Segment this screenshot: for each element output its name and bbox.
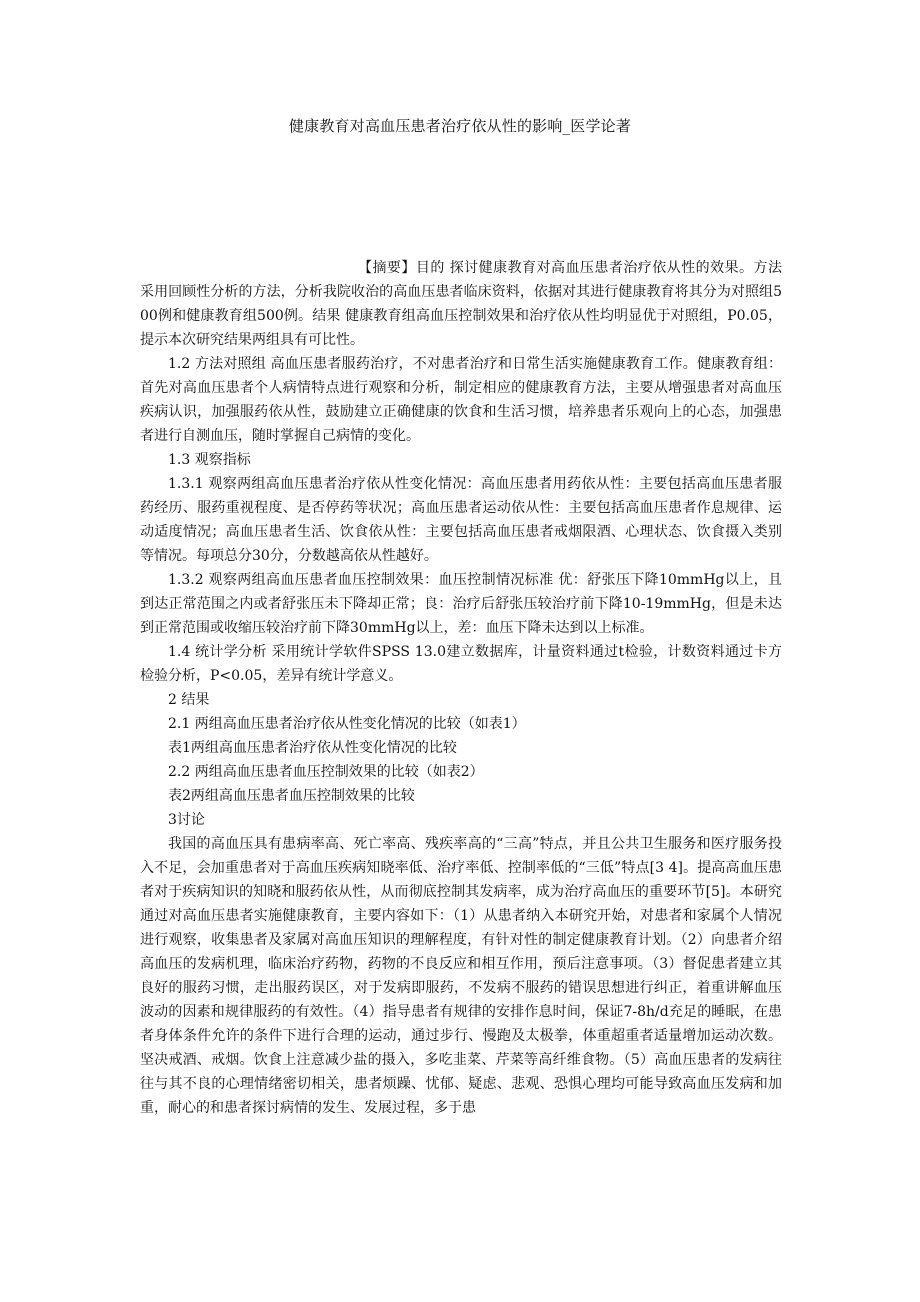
methods-paragraph: 1.2 方法对照组 高血压患者服药治疗，不对患者治疗和日常生活实施健康教育工作。健康教育组：首先对高血压患者个人病情特点进行观察和分析，制定相应的健康教育方法，主要从增强患者对高血压疾病认识，加强服药依从性，鼓励建立正确健康的饮食和生活习惯，培养患者乐观向上的心态，加强患者进行自测血压，随时掌握自己病情的变化。 [140, 356, 782, 444]
document-title: 健康教育对高血压患者治疗依从性的影响_医学论著 [288, 117, 632, 135]
section-heading-discussion: 3讨论 [168, 812, 205, 828]
section-heading-observation: 1.3 观察指标 [168, 452, 251, 468]
table-2-caption: 表2两组高血压患者血压控制效果的比较 [168, 788, 415, 804]
document-body [140, 256, 782, 1120]
statistics-paragraph: 1.4 统计学分析 采用统计学软件SPSS 13.0建立数据库，计量资料通过t检验，计数资料通过卡方检验分析，P<0.05，差异有统计学意义。 [140, 644, 782, 684]
abstract-paragraph: 【摘要】目的 探讨健康教育对高血压患者治疗依从性的效果。方法 采用回顾性分析的方法，分析我院收治的高血压患者临床资料，依据对其进行健康教育将其分为对照组500例和健康教育组500例。结果 健康教育组高血压控制效果和治疗依从性均明显优于对照组，P0.05，提示本次研究结果两组具有可比性。 [140, 260, 782, 348]
bp-control-indicator-paragraph: 1.3.2 观察两组高血压患者血压控制效果：血压控制情况标准 优：舒张压下降10mmHg以上，且到达正常范围之内或者舒张压未下降却正常；良：治疗后舒张压较治疗前下降10-19mmHg，但是未达到正常范围或收缩压较治疗前下降30mmHg以上，差：血压下降未达到以上标准。 [140, 572, 782, 636]
results-subheading-bp-control: 2.2 两组高血压患者血压控制效果的比较（如表2） [168, 764, 484, 780]
section-heading-results: 2 结果 [168, 692, 210, 708]
compliance-indicator-paragraph: 1.3.1 观察两组高血压患者治疗依从性变化情况：高血压患者用药依从性：主要包括高血压患者服药经历、服药重视程度、是否停药等状况；高血压患者运动依从性：主要包括高血压患者作息规律、运动适度情况；高血压患者生活、饮食依从性：主要包括高血压患者戒烟限酒、心理状态、饮食摄入类别等情况。每项总分30分，分数越高依从性越好。 [140, 476, 782, 564]
table-1-caption: 表1两组高血压患者治疗依从性变化情况的比较 [168, 740, 457, 756]
discussion-paragraph: 我国的高血压具有患病率高、死亡率高、残疾率高的“三高”特点，并且公共卫生服务和医疗服务投入不足，会加重患者对于高血压疾病知晓率低、治疗率低、控制率低的“三低”特点[3 4]。提高高血压患者对于疾病知识的知晓和服药依从性，从而彻底控制其发病率，成为治疗高血压的重要环节[5]。本研究通过对高血压患者实施健康教育，主要内容如下：（1）从患者纳入本研究开始，对患者和家属个人情况进行观察，收集患者及家属对高血压知识的理解程度，有针对性的制定健康教育计划。（2）向患者介绍高血压的发病机理，临床治疗药物，药物的不良反应和相互作用，预后注意事项。（3）督促患者建立其良好的服药习惯，走出服药误区，对于发病即服药，不发病不服药的错误思想进行纠正，着重讲解血压波动的因素和规律服药的有效性。（4）指导患者有规律的安排作息时间，保证7-8h/d充足的睡眠，在患者身体条件允许的条件下进行合理的运动，通过步行、慢跑及太极拳，体重超重者适量增加运动次数。坚决戒酒、戒烟。饮食上注意减少盐的摄入，多吃韭菜、芹菜等高纤维食物。（5）高血压患者的发病往往与其不良的心理情绪密切相关，患者烦躁、忧郁、疑虑、悲观、恐惧心理均可能导致高血压发病和加重，耐心的和患者探讨病情的发生、发展过程，多于患 [140, 836, 782, 1116]
results-subheading-compliance: 2.1 两组高血压患者治疗依从性变化情况的比较（如表1） [168, 716, 526, 732]
